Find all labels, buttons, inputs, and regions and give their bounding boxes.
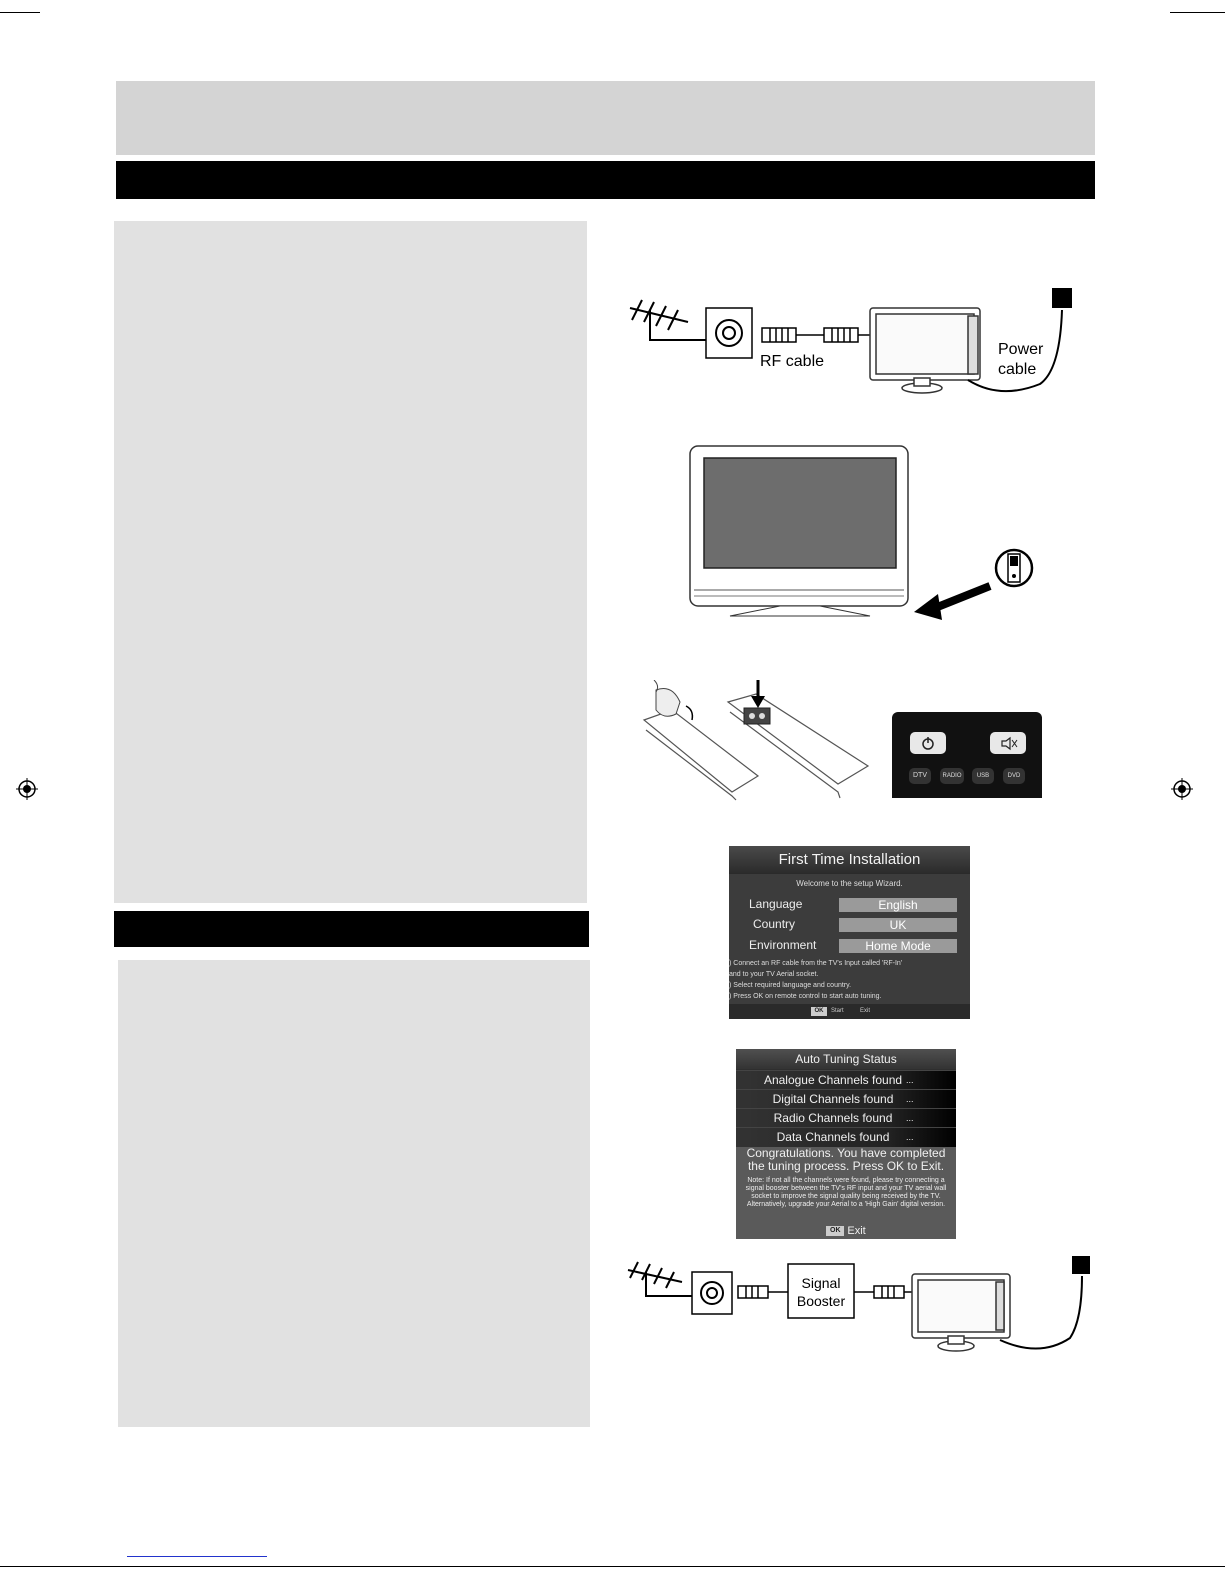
ats-row-label: Analogue Channels found — [763, 1073, 903, 1087]
ats-footer — [736, 1225, 956, 1237]
tv-icon — [690, 446, 908, 616]
wall-socket-icon — [706, 308, 752, 358]
fti-exit-label: Exit — [860, 1008, 871, 1014]
ats-message — [736, 1147, 956, 1239]
ats-row — [736, 1089, 956, 1109]
auto-tuning-status-screen — [736, 1049, 956, 1239]
rf-connector-icon — [762, 328, 870, 342]
fti-row-value: English — [839, 898, 957, 912]
remote-battery-diagram — [636, 680, 886, 805]
ok-key-icon: OK — [811, 1007, 827, 1016]
footer-link-underline — [127, 1556, 267, 1557]
fti-title: First Time Installation — [729, 846, 970, 874]
registration-mark-icon — [16, 778, 38, 800]
fti-footer — [729, 1004, 970, 1019]
header-band — [116, 81, 1095, 155]
registration-mark-icon — [1171, 778, 1193, 800]
tv-power-diagram — [680, 440, 1050, 630]
power-switch-icon — [996, 550, 1032, 586]
ats-title: Auto Tuning Status — [736, 1049, 956, 1069]
remote-radio-button: RADIO — [940, 768, 964, 784]
footer-rule — [0, 1566, 1225, 1567]
ats-congrats — [736, 1147, 956, 1173]
ats-row-label: Radio Channels found — [773, 1111, 893, 1125]
fti-environment-row — [729, 938, 970, 954]
ats-row-value: ... — [906, 1075, 914, 1085]
second-section-bar — [114, 911, 589, 947]
section-title-bar — [116, 161, 1095, 199]
antenna-icon — [628, 1262, 694, 1296]
fti-row-label: Language — [749, 897, 803, 911]
ats-congrats-line: Congratulations. You have completed — [746, 1146, 946, 1160]
booster-label: Booster — [796, 1293, 846, 1309]
antenna-icon — [630, 300, 708, 340]
ats-note: Note: If not all the channels were found, please try connecting a signal booster between the TV's RF input and your TV aerial wall socket to improve the signal quality being received by the TV. Alternatively, upgrade your Aerial to a 'High Gain' digital version. — [745, 1177, 947, 1208]
second-instructions-panel — [118, 960, 590, 1427]
tv-icon — [870, 308, 980, 393]
mute-button — [990, 732, 1026, 754]
instructions-panel — [114, 221, 587, 903]
power-button — [910, 732, 946, 754]
ok-key-icon: OK — [826, 1226, 844, 1236]
fti-welcome-text: Welcome to the setup Wizard. — [796, 879, 903, 888]
fti-steps — [729, 958, 970, 1002]
fti-language-row — [729, 897, 970, 913]
battery-icon — [744, 708, 770, 724]
power-icon — [910, 732, 946, 754]
first-time-installation-screen — [729, 846, 970, 1019]
hand-icon — [654, 680, 680, 716]
crop-mark — [0, 12, 40, 13]
ats-row — [736, 1070, 956, 1090]
fti-start-label: Start — [831, 1008, 844, 1014]
remote-usb-button: USB — [972, 768, 994, 784]
ats-row — [736, 1108, 956, 1128]
tv-icon — [912, 1274, 1010, 1351]
booster-label: Signal — [801, 1275, 841, 1291]
arrow-icon — [914, 586, 990, 620]
ats-row-label: Data Channels found — [776, 1130, 890, 1144]
wall-socket-icon — [692, 1272, 732, 1314]
fti-step: ) Connect an RF cable from the TV's Input called 'RF-In' — [729, 960, 903, 967]
fti-step: ) Select required language and country. — [729, 982, 852, 989]
ats-row-value: ... — [906, 1113, 914, 1123]
remote-dtv-button: DTV — [909, 768, 931, 784]
ats-exit-label: Exit — [847, 1225, 866, 1237]
fti-step: ) Press OK on remote control to start auto tuning. — [729, 993, 882, 1000]
crop-mark — [1170, 12, 1225, 13]
power-cable-icon — [1000, 1256, 1090, 1349]
ats-row-value: ... — [906, 1132, 914, 1142]
ats-row-label: Digital Channels found — [772, 1092, 894, 1106]
signal-booster-box — [788, 1264, 854, 1318]
ats-row-value: ... — [906, 1094, 914, 1104]
power-cable-label: Power — [998, 341, 1044, 358]
mute-icon — [990, 732, 1026, 754]
remote-closeup — [892, 712, 1042, 798]
fti-step: and to your TV Aerial socket. — [729, 971, 819, 978]
fti-row-value: Home Mode — [839, 939, 957, 953]
rf-connector-icon — [854, 1286, 912, 1298]
signal-booster-diagram — [620, 1250, 1090, 1362]
rf-cable-label: RF cable — [760, 353, 825, 370]
fti-country-row — [729, 917, 970, 933]
ats-congrats-line: the tuning process. Press OK to Exit. — [747, 1159, 945, 1173]
fti-row-value: UK — [839, 918, 957, 932]
connection-diagram — [620, 280, 1090, 410]
ats-row — [736, 1127, 956, 1147]
rotate-arrow-icon — [686, 706, 692, 720]
fti-row-label: Environment — [749, 938, 817, 952]
power-cable-label: cable — [998, 361, 1037, 378]
rf-connector-icon — [738, 1286, 788, 1298]
remote-dvd-button: DVD — [1003, 768, 1025, 784]
fti-row-label: Country — [753, 917, 796, 931]
